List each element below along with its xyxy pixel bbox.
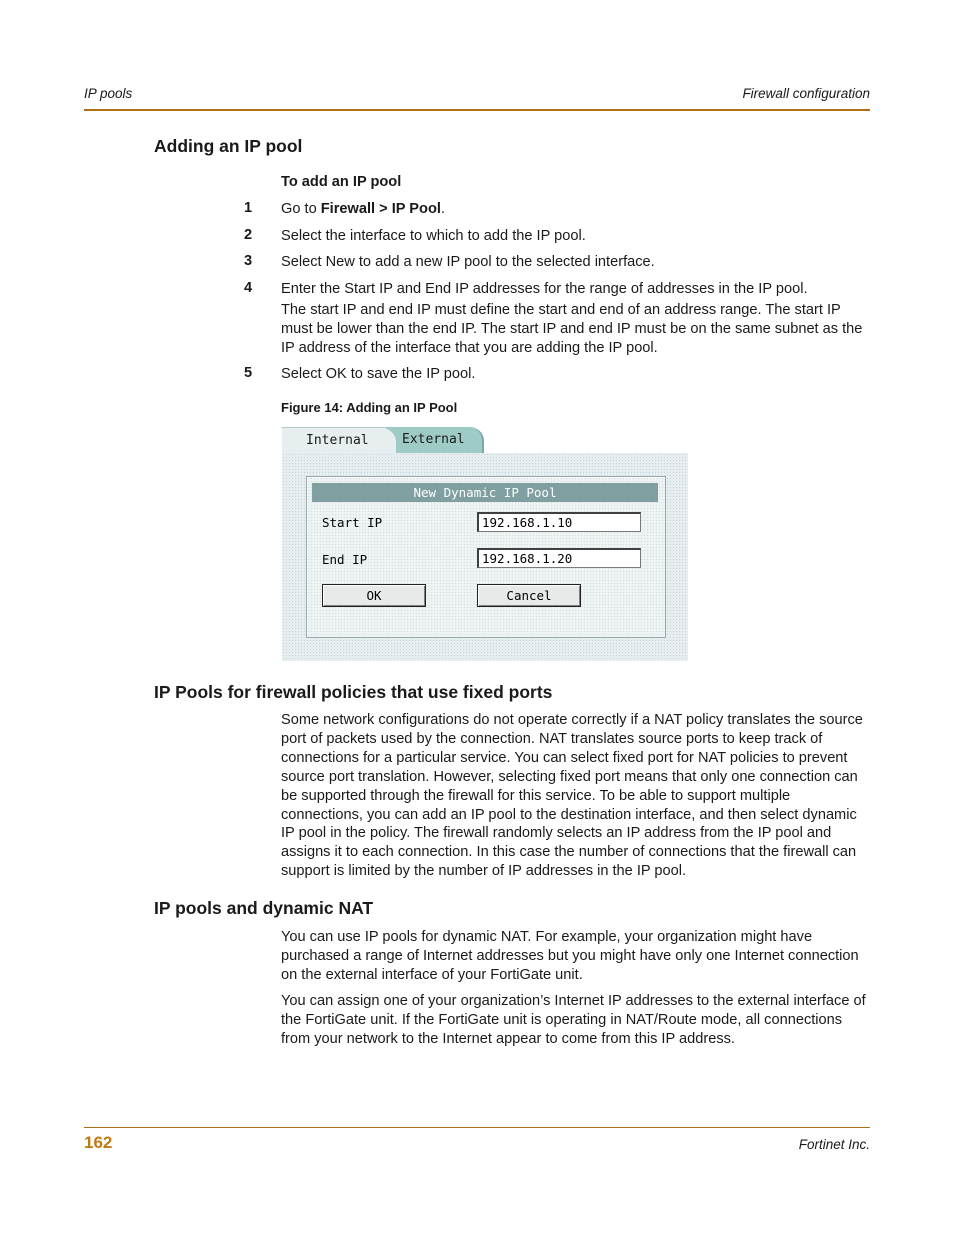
header-rule [84,109,870,111]
step-number: 4 [244,280,253,296]
step-note: The start IP and end IP must define the start and end of an address range. The start IP must be lower than the end IP. The start IP and end IP must be on the same subnet as the IP address of the interface that you are adding the IP pool. [281,302,863,356]
step-number: 1 [244,200,253,216]
end-ip-input[interactable]: 192.168.1.20 [477,548,641,568]
fixed-ports-paragraph: Some network configurations do not operate correctly if a NAT policy translates the source port of packets used by the connection. NAT translates source ports to keep track of connections for a particular service. You can select fixed port for NAT policies to prevent source port translation. However, selecting fixed port means that only one connection can be supported through the firewall for this service. To be able to support multiple connections, you can add an IP pool to the destination interface, and then select dynamic IP pool in the policy. The firewall randomly selects an IP address from the IP pool and assigns it to each connection. In this case the number of connections that the firewall can support is limited by the number of IP addresses in the IP pool. [281,712,863,880]
start-ip-label: Start IP [322,515,383,530]
step-text: Select New to add a new IP pool to the selected interface. [281,254,655,270]
footer-rule [84,1127,870,1128]
step-number: 3 [244,253,253,269]
header-section-name: IP pools [84,86,133,101]
figure-caption: Figure 14: Adding an IP Pool [281,400,458,415]
dynamic-nat-paragraph-2: You can assign one of your organization’s Internet IP addresses to the external interface of the FortiGate unit. If the FortiGate unit is operating in NAT/Route mode, all connections from your network to the Internet appear to come from this IP address. [281,993,866,1047]
ip-pool-dialog-figure [282,427,688,661]
procedure-title: To add an IP pool [281,174,402,190]
tab-internal[interactable]: Internal [282,427,386,453]
step-number: 2 [244,227,253,243]
header-chapter-name: Firewall configuration [742,86,870,101]
tab-external[interactable]: External [376,427,484,453]
cancel-button[interactable]: Cancel [477,584,581,607]
step-text: Go to Firewall > IP Pool. [281,201,445,217]
step-number: 5 [244,365,253,381]
section-heading-dynamic-nat: IP pools and dynamic NAT [154,898,374,918]
end-ip-label: End IP [322,552,368,567]
ok-button[interactable]: OK [322,584,426,607]
start-ip-input[interactable]: 192.168.1.10 [477,512,641,532]
step-text: Select the interface to which to add the IP pool. [281,228,586,244]
page-number: 162 [84,1133,113,1152]
section-heading-fixed-ports: IP Pools for firewall policies that use fixed ports [154,682,553,702]
dynamic-nat-paragraph-1: You can use IP pools for dynamic NAT. For example, your organization might have purchased a range of Internet addresses but you might have only one Internet connection on the external interface of your FortiGate unit. [281,929,859,983]
panel-title: New Dynamic IP Pool [312,483,658,502]
section-heading-adding-ip-pool: Adding an IP pool [154,136,303,156]
step-text: Enter the Start IP and End IP addresses for the range of addresses in the IP pool. [281,281,808,297]
new-ip-pool-panel [306,476,666,638]
step-text: Select OK to save the IP pool. [281,366,476,382]
footer-company: Fortinet Inc. [798,1137,870,1152]
